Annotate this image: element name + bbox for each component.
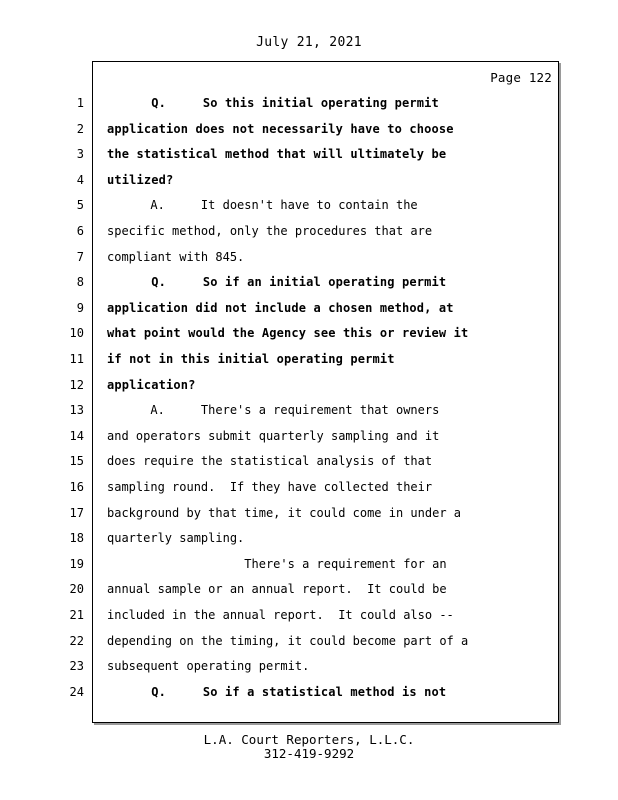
reporter-phone: 312-419-9292 [263, 746, 355, 761]
question-line: if not in this initial operating permit [107, 352, 395, 366]
answer-line: A. There's a requirement that owners [107, 403, 440, 417]
answer-line: sampling round. If they have collected their [107, 480, 433, 494]
line-number: 19 [69, 557, 84, 571]
line-number: 9 [76, 301, 84, 315]
question-line: Q. So if an initial operating permit [107, 275, 447, 289]
line-number: 22 [69, 634, 84, 648]
line-number: 16 [69, 480, 84, 494]
answer-line: depending on the timing, it could become part of a [107, 634, 469, 648]
answer-line: background by that time, it could come in under a [107, 506, 462, 520]
reporter-company: L.A. Court Reporters, L.L.C. [203, 732, 415, 747]
line-number: 15 [69, 454, 84, 468]
footer [0, 733, 618, 761]
line-number: 18 [69, 531, 84, 545]
line-number: 10 [69, 326, 84, 340]
line-number: 3 [76, 147, 84, 161]
question-line: what point would the Agency see this or review it [107, 326, 469, 340]
line-number: 7 [76, 250, 84, 264]
answer-line: specific method, only the procedures that are [107, 224, 433, 238]
line-number: 17 [69, 506, 84, 520]
line-number: 20 [69, 582, 84, 596]
answer-line: There's a requirement for an [107, 557, 447, 571]
question-line: Q. So this initial operating permit [107, 96, 439, 110]
line-number: 8 [76, 275, 84, 289]
question-line: the statistical method that will ultimately be [107, 147, 447, 161]
question-line: application does not necessarily have to choose [107, 122, 454, 136]
line-number: 4 [76, 173, 84, 187]
answer-line: and operators submit quarterly sampling and it [107, 429, 440, 443]
answer-line: subsequent operating permit. [107, 659, 310, 673]
line-number: 1 [76, 96, 84, 110]
question-line: application did not include a chosen method, at [107, 301, 454, 315]
answer-line: A. It doesn't have to contain the [107, 198, 418, 212]
line-number: 2 [76, 122, 84, 136]
question-line: utilized? [107, 173, 174, 187]
line-number: 6 [76, 224, 84, 238]
answer-line: included in the annual report. It could also -- [107, 608, 454, 622]
line-number: 5 [76, 198, 84, 212]
answer-line: quarterly sampling. [107, 531, 245, 545]
line-number: 14 [69, 429, 84, 443]
line-number: 12 [69, 378, 84, 392]
transcript-date: July 21, 2021 [256, 35, 362, 50]
answer-line: compliant with 845. [107, 250, 245, 264]
answer-line: does require the statistical analysis of that [107, 454, 433, 468]
line-number: 21 [69, 608, 84, 622]
answer-line: annual sample or an annual report. It could be [107, 582, 447, 596]
question-line: Q. So if a statistical method is not [107, 685, 447, 699]
line-number: 13 [69, 403, 84, 417]
line-number: 23 [69, 659, 84, 673]
question-line: application? [107, 378, 196, 392]
page-number: Page 122 [490, 70, 552, 85]
line-number: 11 [69, 352, 84, 366]
line-number: 24 [69, 685, 84, 699]
